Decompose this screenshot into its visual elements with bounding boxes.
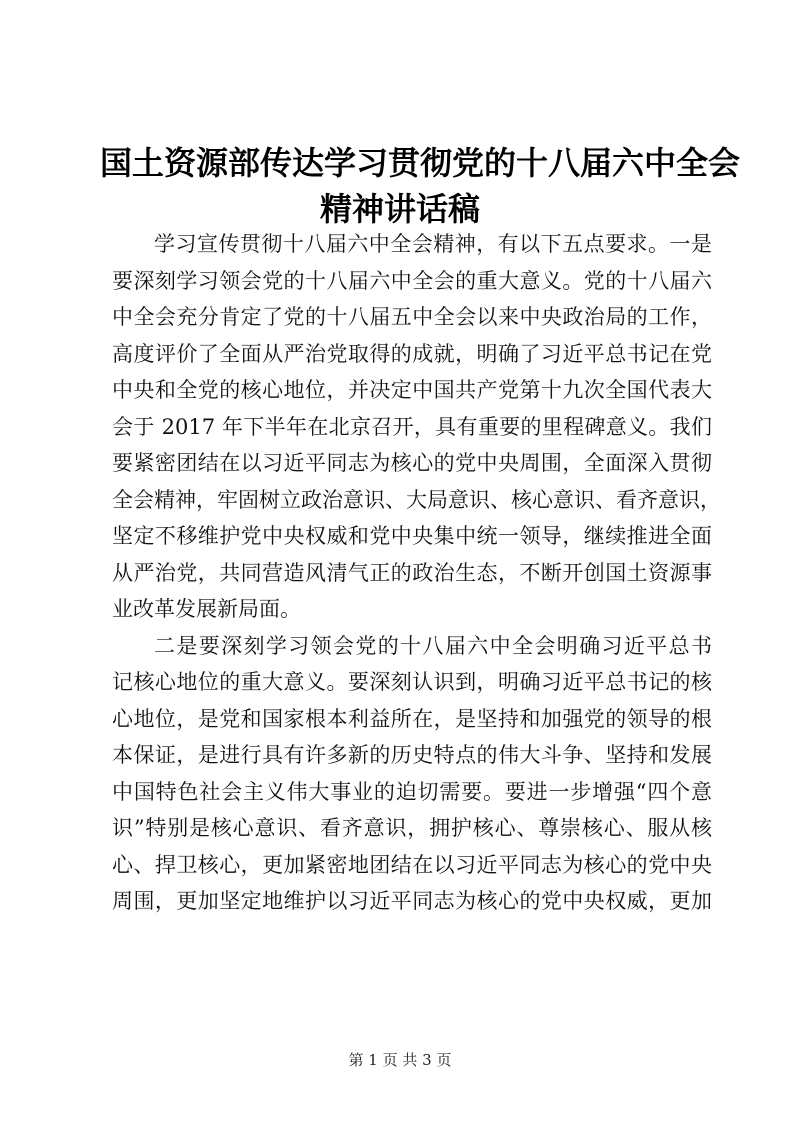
- paragraph-line: 坚定不移维护党中央权威和党中央集中统一领导，继续推进全面: [112, 524, 712, 548]
- paragraph-line: 从严治党，共同营造风清气正的政治生态，不断开创国土资源事: [112, 560, 712, 585]
- paragraph-line: 二是要深刻学习领会党的十八届六中全会明确习近平总书: [154, 633, 712, 658]
- title-line: 国土资源部传达学习贯彻党的十八届六中全会: [100, 144, 741, 182]
- paragraph-line: 周围，更加坚定地维护以习近平同志为核心的党中央权威，更加: [112, 889, 712, 913]
- paragraph-line: 要深刻学习领会党的十八届六中全会的重大意义。党的十八届六: [112, 268, 712, 293]
- paragraph-2: [112, 628, 712, 920]
- paragraph-line: 心、捍卫核心，更加紧密地团结在以习近平同志为核心的党中央: [112, 852, 712, 877]
- paragraph-line: 高度评价了全面从严治党取得的成就，明确了习近平总书记在党: [112, 341, 712, 366]
- paragraph-line: 中全会充分肯定了党的十八届五中全会以来中央政治局的工作，: [112, 305, 712, 329]
- paragraph-line: 全会精神，牢固树立政治意识、大局意识、核心意识、看齐意识，: [112, 487, 721, 512]
- paragraph-1: [112, 226, 721, 628]
- paragraph-line: 要紧密团结在以习近平同志为核心的党中央周围，全面深入贯彻: [112, 451, 712, 475]
- title-line: 精神讲话稿: [319, 190, 480, 228]
- paragraph-line: 识”特别是核心意识、看齐意识，拥护核心、尊崇核心、服从核: [112, 816, 712, 840]
- paragraph-line: 会于 2017 年下半年在北京召开，具有重要的里程碑意义。我们: [112, 414, 712, 439]
- page-footer: 第 1 页 共 3 页: [348, 1051, 452, 1069]
- document-title: [100, 140, 741, 232]
- paragraph-line: 记核心地位的重大意义。要深刻认识到，明确习近平总书记的核: [112, 670, 712, 694]
- paragraph-line: 业改革发展新局面。: [112, 597, 301, 621]
- paragraph-line: 本保证，是进行具有许多新的历史特点的伟大斗争、坚持和发展: [112, 743, 712, 767]
- paragraph-line: 心地位，是党和国家根本利益所在，是坚持和加强党的领导的根: [112, 706, 712, 731]
- document-body: [112, 226, 721, 920]
- paragraph-line: 中央和全党的核心地位，并决定中国共产党第十九次全国代表大: [112, 378, 712, 402]
- paragraph-line: 中国特色社会主义伟大事业的迫切需要。要进一步增强“四个意: [112, 779, 712, 804]
- paragraph-line: 学习宣传贯彻十八届六中全会精神，有以下五点要求。一是: [154, 232, 712, 256]
